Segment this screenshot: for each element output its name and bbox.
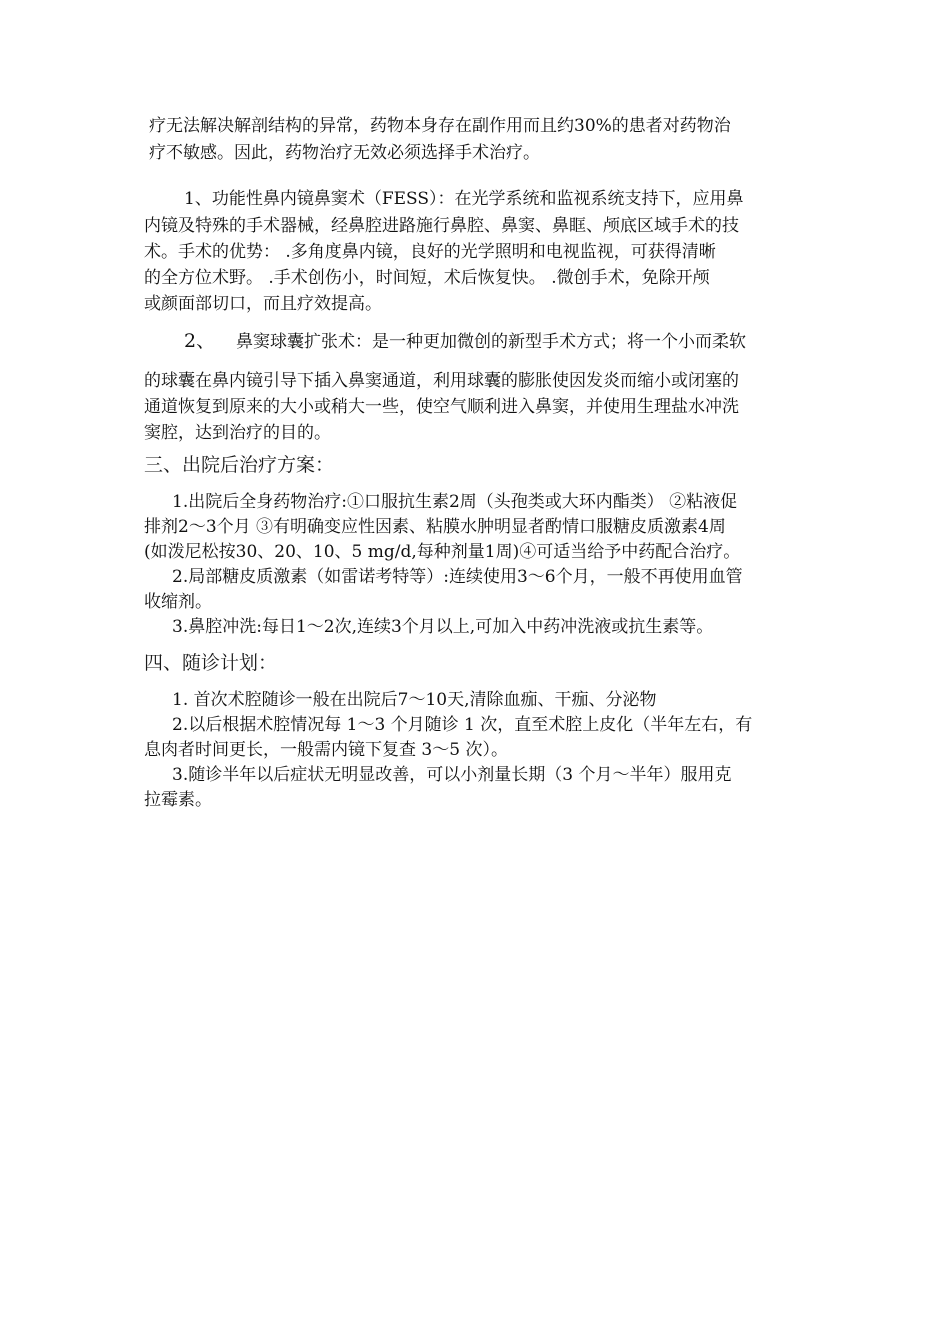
balloon-paragraph-line: 窦腔，达到治疗的目的。: [144, 423, 331, 443]
fess-paragraph-line: 术。手术的优势： .多角度鼻内镜，良好的光学照明和电视监视，可获得清晰: [144, 242, 716, 262]
section4-item-line: 拉霉素。: [144, 790, 212, 810]
section4-item-line: 3.随诊半年以后症状无明显改善，可以小剂量长期（3 个月～半年）服用克: [172, 765, 732, 785]
section4-item-line: 息肉者时间更长，一般需内镜下复查 3～5 次）。: [144, 740, 508, 760]
balloon-paragraph-line: 的球囊在鼻内镜引导下插入鼻窦通道，利用球囊的膨胀使因发炎而缩小或闭塞的: [144, 371, 739, 391]
fess-paragraph-line: 或颜面部切口，而且疗效提高。: [144, 294, 382, 314]
section3-item-line: 收缩剂。: [144, 592, 212, 612]
fess-paragraph-line: 的全方位术野。 .手术创伤小，时间短，术后恢复快。 .微创手术，免除开颅: [144, 268, 710, 288]
section3-item-line: 3.鼻腔冲洗:每日1～2次,连续3个月以上,可加入中药冲洗液或抗生素等。: [172, 617, 714, 637]
balloon-paragraph-line: 鼻窦球囊扩张术：是一种更加微创的新型手术方式；将一个小而柔软: [236, 332, 746, 352]
section3-item-line: 排剂2～3个月 ③有明确变应性因素、粘膜水肿明显者酌情口服糖皮质激素4周: [144, 517, 726, 537]
intro-line: 疗无法解决解剖结构的异常，药物本身存在副作用而且约30%的患者对药物治: [149, 116, 731, 136]
section4-item-line: 1. 首次术腔随诊一般在出院后7～10天,清除血痂、干痂、分泌物: [172, 690, 657, 710]
intro-line: 疗不敏感。因此，药物治疗无效必须选择手术治疗。: [149, 143, 540, 163]
fess-paragraph-line: 1、功能性鼻内镜鼻窦术（FESS）：在光学系统和监视系统支持下，应用鼻: [184, 189, 744, 209]
section3-item-line: (如泼尼松按30、20、10、5 mg/d,每种剂量1周)④可适当给予中药配合治疗。: [144, 542, 741, 562]
section-heading: 四、随诊计划：: [144, 652, 278, 674]
balloon-number: 2、: [184, 330, 216, 352]
balloon-paragraph-line: 通道恢复到原来的大小或稍大一些，使空气顺利进入鼻窦，并使用生理盐水冲洗: [144, 397, 739, 417]
section-heading: 三、出院后治疗方案：: [144, 454, 335, 476]
section3-item-line: 2.局部糖皮质激素（如雷诺考特等）:连续使用3～6个月，一般不再使用血管: [172, 567, 743, 587]
section3-item-line: 1.出院后全身药物治疗:①口服抗生素2周（头孢类或大环内酯类） ②粘液促: [172, 492, 738, 512]
section4-item-line: 2.以后根据术腔情况每 1～3 个月随诊 1 次，直至术腔上皮化（半年左右，有: [172, 715, 753, 735]
fess-paragraph-line: 内镜及特殊的手术器械，经鼻腔进路施行鼻腔、鼻窦、鼻眶、颅底区域手术的技: [144, 216, 739, 236]
